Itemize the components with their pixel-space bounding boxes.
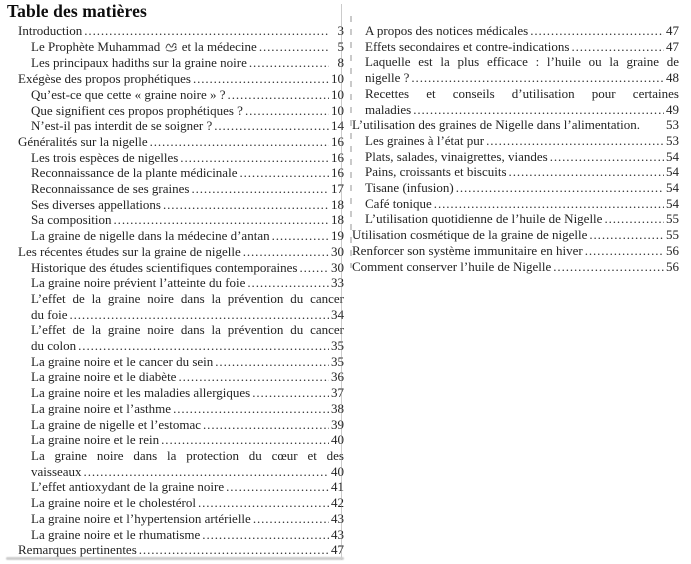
toc-entry-label: maladies [365, 101, 412, 117]
toc-entry-label: Remarques pertinentes [18, 542, 137, 558]
toc-dot-leader [171, 401, 329, 417]
toc-entry-label: Historique des études scientifiques contemporaines [31, 259, 298, 275]
toc-entry [352, 23, 679, 39]
toc-entry [18, 212, 344, 228]
toc-entry-label: Comment conserver l’huile de Nigelle [352, 258, 552, 274]
toc-entry [352, 259, 679, 275]
toc-entry [352, 117, 679, 133]
toc-entry [352, 86, 679, 117]
toc-entry-label: Exégèse des propos prophétiques [18, 71, 191, 87]
toc-page-number: 34 [331, 306, 344, 322]
toc-dot-leader [454, 180, 664, 196]
toc-entry-label: Café tonique [365, 195, 432, 211]
toc-entry [18, 150, 344, 166]
toc-dot-leader [178, 150, 329, 166]
toc-page-number: 35 [331, 338, 344, 354]
toc-entry [18, 527, 344, 543]
toc-dot-leader [257, 39, 329, 55]
toc-dot-leader [250, 385, 329, 401]
toc-entry-line: Recettes et conseils d’utilisation pour certaines [365, 85, 679, 101]
toc-entry [18, 134, 344, 150]
toc-page-number: 54 [666, 180, 679, 196]
toc-entry-label: La graine de nigelle et l’estomac [31, 416, 202, 432]
toc-entry [352, 211, 679, 227]
toc-dot-leader [76, 338, 329, 354]
toc-page-number: 47 [666, 38, 679, 54]
toc-entry [18, 275, 344, 291]
toc-page-number: 55 [666, 211, 679, 227]
toc-entry-label: Que signifient ces propos prophétiques ? [31, 102, 243, 118]
toc-page-number: 54 [666, 148, 679, 164]
toc-page-number: 14 [331, 118, 344, 134]
toc-dot-leader [432, 196, 664, 212]
toc-dot-leader [137, 542, 329, 558]
toc-entry [18, 165, 344, 181]
toc-page-number: 17 [331, 181, 344, 197]
toc-page-number: 10 [331, 71, 344, 87]
toc-page-number: 39 [331, 416, 344, 432]
toc-entry-label: nigelle ? [365, 70, 410, 86]
toc-page-number: 55 [666, 227, 679, 243]
toc-entry-label: Tisane (infusion) [365, 180, 454, 196]
toc-entry [18, 432, 344, 448]
toc-entry [18, 55, 344, 71]
toc-entry [18, 354, 344, 370]
toc-page-number: 19 [331, 228, 344, 244]
toc-entry [18, 118, 344, 134]
toc-page-number: 16 [331, 149, 344, 165]
toc-dot-leader [245, 275, 329, 291]
toc-entry [18, 39, 344, 56]
toc-page-number: 54 [666, 164, 679, 180]
toc-dot-leader [587, 227, 664, 243]
toc-page-number: 5 [337, 38, 344, 54]
toc-entry [18, 495, 344, 511]
toc-dot-leader [224, 479, 329, 495]
toc-dot-leader [247, 55, 329, 71]
toc-page-number: 47 [666, 23, 679, 38]
toc-entry [18, 260, 344, 276]
toc-entry [18, 181, 344, 197]
toc-page-number: 3 [337, 23, 344, 38]
toc-entry [352, 243, 679, 259]
toc-entry-label: La graine noire et le cholestérol [31, 495, 196, 511]
toc-page-number: 53 [666, 132, 679, 148]
toc-dot-leader [191, 71, 329, 87]
toc-entry-label: du foie [31, 306, 68, 322]
toc-entry [352, 180, 679, 196]
toc-entry [18, 197, 344, 213]
toc-dot-leader [484, 133, 664, 149]
toc-page-number: 18 [331, 196, 344, 212]
toc-dot-leader [241, 244, 329, 260]
toc-entry-label: Reconnaissance de ses graines [31, 181, 190, 197]
toc-page-number: 40 [331, 463, 344, 479]
toc-entry-label: Effets secondaires et contre-indications [365, 38, 570, 54]
toc-page-number: 43 [331, 510, 344, 526]
toc-entry-line: L’effet de la graine noire dans la prévention du cancer [31, 290, 344, 306]
toc-dot-leader [112, 212, 329, 228]
toc-entry-label: Pains, croissants et biscuits [365, 164, 507, 180]
toc-entry-label: Reconnaissance de la plante médicinale [31, 165, 238, 181]
toc-entry [18, 511, 344, 527]
toc-page-number: 36 [331, 369, 344, 385]
toc-entry-line: La graine noire dans la protection du cœur et des [31, 447, 344, 463]
toc-entry [18, 479, 344, 495]
toc-entry [352, 149, 679, 165]
toc-entry-label: Les graines à l’état pur [365, 132, 485, 148]
toc-page-number: 42 [331, 495, 344, 511]
toc-entry-label: A propos des notices médicales [365, 23, 529, 38]
toc-page-number: 48 [666, 70, 679, 86]
toc-entry [352, 39, 679, 55]
toc-dot-leader [161, 197, 329, 213]
toc-page-number: 10 [331, 102, 344, 118]
toc-entry [18, 385, 344, 401]
toc-entry-label: La graine noire et les maladies allergiques [31, 385, 251, 401]
toc-dot-leader [189, 181, 329, 197]
toc-entry-label: La graine noire prévient l’atteinte du foie [31, 275, 246, 291]
toc-dot-leader [602, 211, 664, 227]
toc-page-number: 33 [331, 275, 344, 291]
toc-dot-leader [583, 243, 664, 259]
toc-page-number: 56 [666, 258, 679, 274]
toc-entry [18, 369, 344, 385]
toc-page-number: 54 [666, 195, 679, 211]
toc-dot-leader [528, 23, 664, 39]
toc-dot-leader [569, 39, 664, 55]
toc-column-left [18, 23, 344, 558]
scan-artifact-bottom-smudge [6, 557, 344, 560]
toc-entry-label: Les récentes études sur la graine de nigelle [18, 243, 241, 259]
toc-dot-leader [67, 307, 329, 323]
toc-page-number: 16 [331, 165, 344, 181]
toc-entry-label: La graine de nigelle dans la médecine d’antan [31, 228, 270, 244]
toc-entry [352, 196, 679, 212]
toc-entry [18, 291, 344, 322]
toc-page-number: 37 [331, 385, 344, 401]
toc-entry-label: Plats, salades, vinaigrettes, viandes [365, 148, 548, 164]
toc-entry-label: L’effet antioxydant de la graine noire [31, 479, 225, 495]
toc-entry-label: Qu’est-ce que cette « graine noire » ? [31, 86, 226, 102]
toc-entry-label: N’est-il pas interdit de se soigner ? [31, 118, 213, 134]
toc-page-number: 35 [331, 353, 344, 369]
toc-dot-leader [148, 134, 329, 150]
toc-entry-label: du colon [31, 338, 77, 354]
toc-dot-leader [270, 228, 329, 244]
toc-dot-leader [551, 259, 664, 275]
toc-page-number: 30 [331, 243, 344, 259]
toc-page-number: 16 [331, 133, 344, 149]
toc-entry [18, 244, 344, 260]
toc-entry [18, 401, 344, 417]
toc-page-number: 49 [666, 101, 679, 117]
scan-artifact-vertical-line [341, 4, 342, 560]
toc-entry [352, 133, 679, 149]
toc-dot-leader [200, 527, 329, 543]
toc-entry-label: La graine noire et le diabète [31, 369, 177, 385]
toc-entry-label: La graine noire et le cancer du sein [31, 353, 214, 369]
toc-dot-leader [297, 260, 329, 276]
toc-entry-label: Ses diverses appellations [31, 196, 161, 212]
toc-entry-label: Renforcer son système immunitaire en hiver [352, 242, 583, 258]
toc-page-number: 10 [331, 86, 344, 102]
toc-entry [18, 23, 344, 39]
toc-dot-leader [226, 87, 329, 103]
toc-dot-leader [411, 102, 664, 118]
toc-page-number: 18 [331, 212, 344, 228]
page-title: Table des matières [7, 1, 147, 21]
toc-dot-leader [212, 118, 329, 134]
toc-entry [352, 54, 679, 85]
toc-dot-leader [196, 495, 329, 511]
toc-entry [18, 87, 344, 103]
toc-entry-label: La graine noire et l’asthme [31, 400, 172, 416]
toc-entry [18, 417, 344, 433]
toc-entry-label: La graine noire et le rhumatisme [31, 526, 201, 542]
toc-entry-label: Utilisation cosmétique de la graine de nigelle [352, 227, 588, 243]
toc-dot-leader [176, 369, 329, 385]
toc-page-number: 38 [331, 400, 344, 416]
toc-entry [18, 542, 344, 558]
toc-page-number: 47 [331, 542, 344, 558]
toc-entry [18, 71, 344, 87]
toc-entry-label: Sa composition [31, 212, 112, 228]
toc-dot-leader [507, 164, 664, 180]
toc-dot-leader [548, 149, 664, 165]
toc-dot-leader [251, 511, 329, 527]
toc-entry-line: L’effet de la graine noire dans la prévention du cancer [31, 322, 344, 338]
scan-artifact-gutter-dashes [350, 16, 352, 268]
toc-page-number: 56 [666, 242, 679, 258]
toc-entry-label: La graine noire et l’hypertension artérielle [31, 510, 251, 526]
toc-entry-label: La graine noire et le rein [31, 432, 160, 448]
toc-entry-label: Introduction [18, 23, 83, 38]
toc-dot-leader [243, 103, 329, 119]
toc-page-number: 53 [666, 117, 679, 133]
toc-entry-label: Généralités sur la nigelle [18, 133, 148, 149]
prophet-blessing-calligraphy-icon [165, 40, 178, 56]
toc-entry-label: L’utilisation des graines de Nigelle dans l’alimentation. [352, 117, 640, 133]
toc-entry-label: Les trois espèces de nigelles [31, 149, 179, 165]
toc-dot-leader [213, 354, 329, 370]
toc-dot-leader [159, 432, 329, 448]
toc-column-right [352, 23, 679, 274]
toc-entry [18, 103, 344, 119]
toc-entry [18, 228, 344, 244]
toc-entry-line: Laquelle est la plus efficace : l’huile ou la graine de [365, 54, 679, 70]
toc-page-number: 30 [331, 259, 344, 275]
toc-entry [352, 164, 679, 180]
toc-dot-leader [201, 417, 329, 433]
toc-dot-leader [82, 23, 329, 39]
toc-page-number: 43 [331, 526, 344, 542]
toc-dot-leader [237, 165, 329, 181]
toc-dot-leader [82, 464, 329, 480]
toc-entry-label: Le Prophète Muhammad et la médecine [31, 38, 257, 54]
toc-page-number: 40 [331, 432, 344, 448]
toc-entry [352, 227, 679, 243]
toc-entry [18, 322, 344, 353]
toc-entry-label: L’utilisation quotidienne de l’huile de Nigelle [365, 211, 603, 227]
toc-page-number: 41 [331, 479, 344, 495]
toc-dot-leader [409, 70, 664, 86]
toc-page-number: 8 [337, 55, 344, 71]
toc-entry-label: Les principaux hadiths sur la graine noire [31, 55, 247, 71]
toc-entry-label: vaisseaux [31, 463, 82, 479]
toc-entry [18, 448, 344, 479]
